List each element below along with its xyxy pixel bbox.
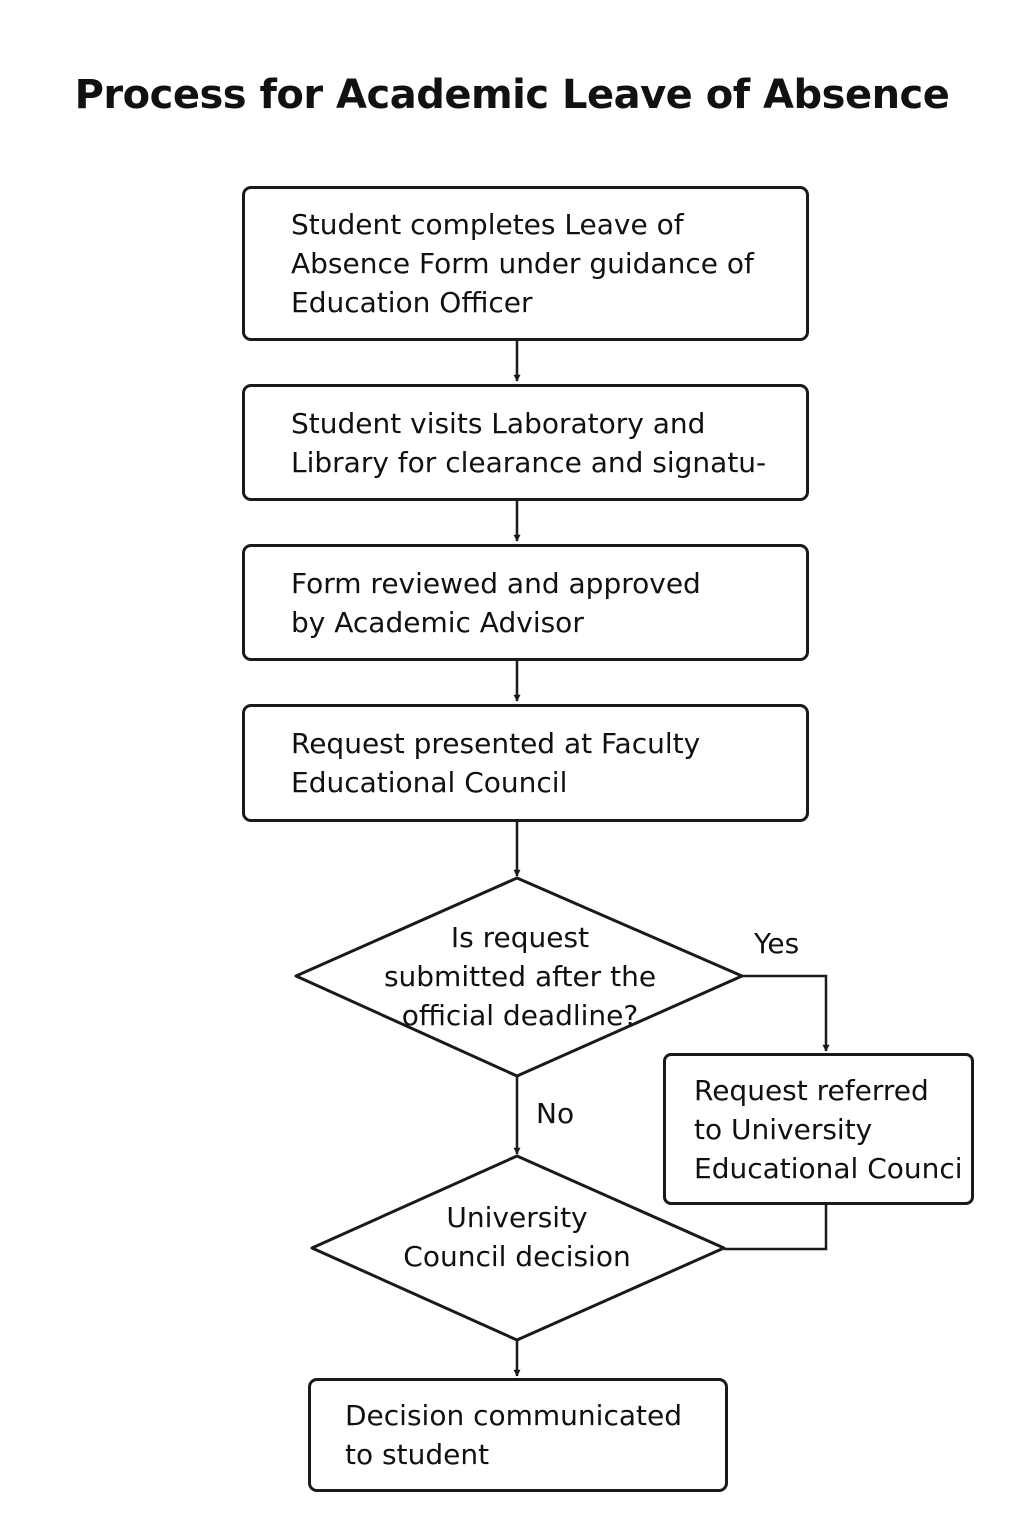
- arrow-yes-branch: [742, 976, 826, 1051]
- page-title: Process for Academic Leave of Absence: [74, 72, 950, 118]
- decision-text-deadline: Is request submitted after the official deadline?: [383, 921, 657, 1032]
- step-text: Student visits Laboratory and Library for clearance and signatu-: [291, 406, 767, 479]
- step-text: Request referred to University Educational Counci: [694, 1073, 963, 1185]
- connector-referral-to-decision: [724, 1204, 826, 1249]
- step-text: Form reviewed and approved by Academic Advisor: [291, 566, 701, 639]
- step-text: Student completes Leave of Absence Form under guidance of Education Officer: [291, 208, 754, 319]
- step-text: Request presented at Faculty Educational Council: [291, 727, 701, 799]
- step-box-faculty-council: [242, 704, 809, 822]
- decision-text-university: University Council decision: [403, 1201, 631, 1273]
- branch-label-yes: Yes: [754, 927, 800, 960]
- step-box-complete-form: [242, 186, 809, 341]
- step-text: Decision communicated to student: [345, 1399, 682, 1471]
- step-box-communicated: [308, 1378, 728, 1492]
- step-box-referred-university: [663, 1053, 974, 1205]
- branch-label-no: No: [536, 1097, 575, 1130]
- step-box-clearance: [242, 384, 809, 501]
- step-box-advisor-review: [242, 544, 809, 661]
